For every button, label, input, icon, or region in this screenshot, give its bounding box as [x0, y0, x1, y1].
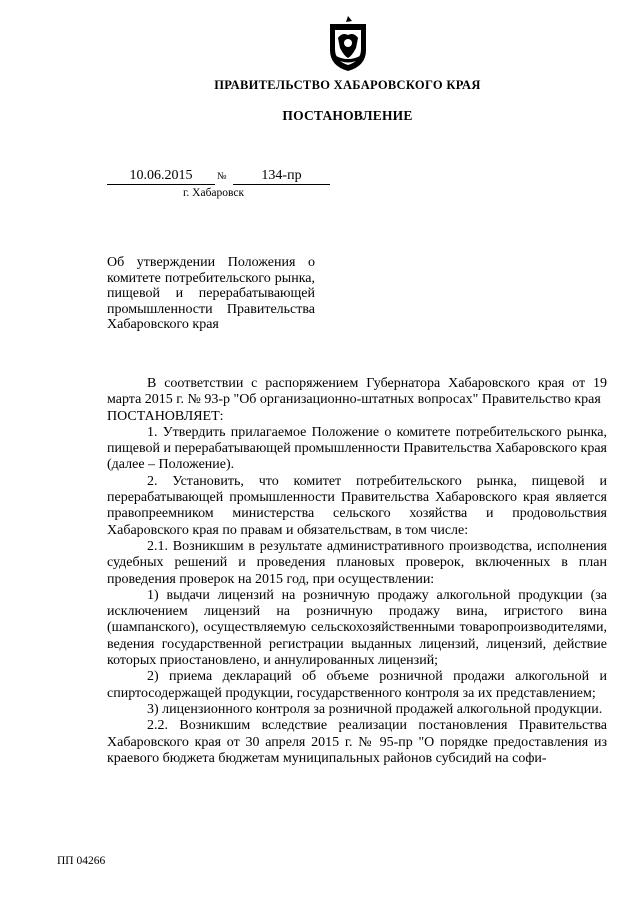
coat-of-arms-emblem	[326, 16, 370, 72]
paragraph-resolves: ПОСТАНОВЛЯЕТ:	[107, 408, 224, 424]
government-name: ПРАВИТЕЛЬСТВО ХАБАРОВСКОГО КРАЯ	[214, 78, 481, 92]
paragraph-subitem-3: 3) лицензионного контроля за розничной продажей алкогольной продукции.	[147, 701, 603, 717]
paragraph-item-2-1: 2.1. Возникшим в результате административного производства, исполнения судебных решений и проведения плановых проверок, включенных в план проведения проверок на 2015 год, при осуществлении:	[107, 538, 607, 587]
document-subject: Об утверждении Положения о комитете потребительского рынка, пищевой и перерабатывающей промышленности Правительства Хабаровского края	[107, 255, 315, 332]
paragraph-preamble: В соответствии с распоряжением Губернатора Хабаровского края от 19 марта 2015 г. № 93-р "Об организационно-штатных вопросах" Правительство края	[107, 376, 607, 408]
number-sign: №	[217, 171, 227, 182]
document-date: 10.06.2015	[107, 168, 215, 185]
paragraph-item-2-2: 2.2. Возникшим вследствие реализации постановления Правительства Хабаровского края от 30 апреля 2015 г. № 95-пр "О порядке предоставления из краевого бюджета бюджетам муниципальных районов субсидий на софи-	[107, 718, 607, 766]
document-type-title: ПОСТАНОВЛЕНИЕ	[282, 108, 413, 123]
paragraph-subitem-2: 2) приема деклараций об объеме розничной продажи алкогольной и спиртосодержащей продукции, государственного контроля за их представлением;	[107, 669, 607, 701]
document-number: 134-пр	[233, 168, 330, 185]
paragraph-item-2: 2. Установить, что комитет потребительского рынка, пищевой и перерабатывающей промышленности Правительства Хабаровского края является правопреемником министерства сельского хозяйства и продовольствия Хабаровского края по правам и обязательствам, в том числе:	[107, 473, 607, 538]
document-body	[107, 376, 607, 767]
paragraph-item-1: 1. Утвердить прилагаемое Положение о комитете потребительского рынка, пищевой и перерабатывающей промышленности Правительства Хабаровского края (далее – Положение).	[107, 424, 607, 473]
document-code: ПП 04266	[57, 855, 106, 867]
paragraph-subitem-1: 1) выдачи лицензий на розничную продажу алкогольной продукции (за исключением лицензий на розничную продажу вина, игристого вина (шампанского), осуществляемую сельскохозяйственными товаропроизводителями, ведения государственной регистрации выданных лицензий, лицензий, действие которых приостановлено, и аннулированных лицензий;	[107, 587, 607, 669]
city-name: г. Хабаровск	[183, 187, 245, 199]
